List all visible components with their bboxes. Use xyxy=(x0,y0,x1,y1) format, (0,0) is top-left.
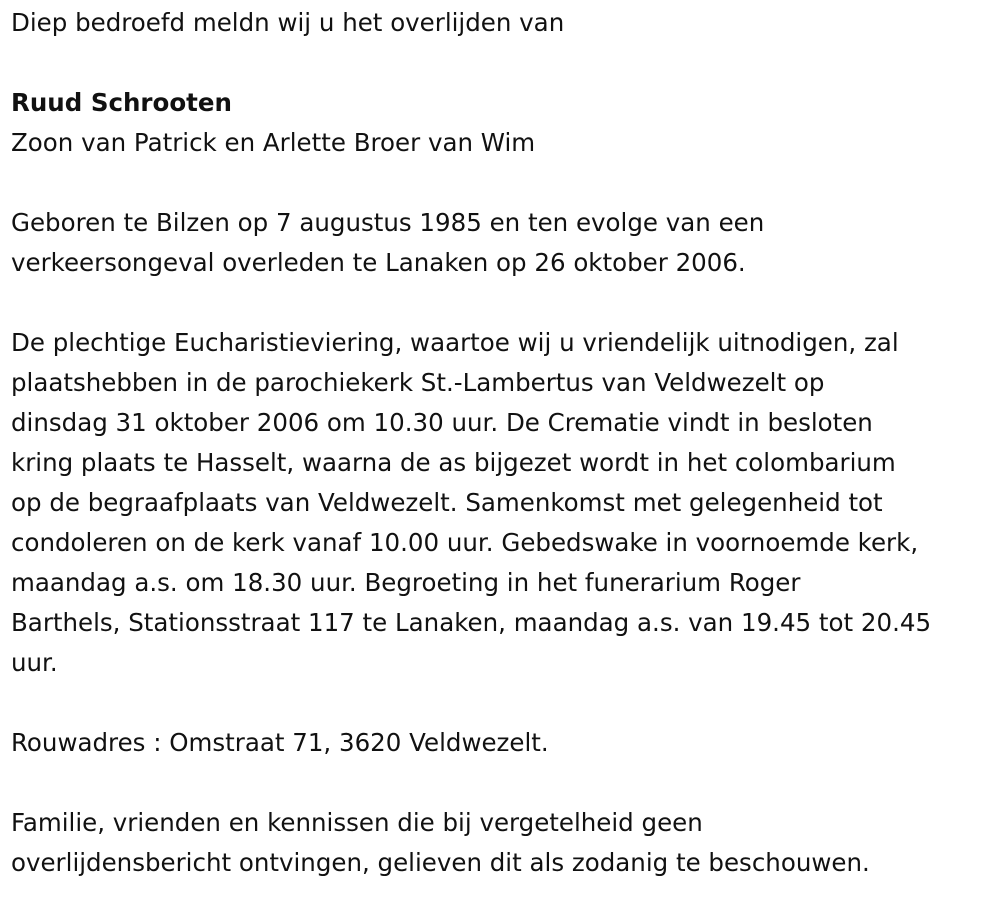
text-line: verkeersongeval overleden te Lanaken op 26 oktober 2006. xyxy=(11,248,746,277)
deceased-name: Ruud Schrooten xyxy=(11,88,232,117)
paragraph-gap xyxy=(11,683,996,723)
obituary-notice xyxy=(11,3,996,883)
text-line: Barthels, Stationsstraat 117 te Lanaken, maandag a.s. van 19.45 tot 20.45 xyxy=(11,608,932,637)
text-line: op de begraafplaats van Veldwezelt. Samenkomst met gelegenheid tot xyxy=(11,488,883,517)
intro-text: Diep bedroefd meldn wij u het overlijden van xyxy=(11,8,565,37)
family-relations: Zoon van Patrick en Arlette Broer van Wim xyxy=(11,128,536,157)
paragraph-gap xyxy=(11,763,996,803)
paragraph-gap xyxy=(11,283,996,323)
text-line: dinsdag 31 oktober 2006 om 10.30 uur. De Crematie vindt in besloten xyxy=(11,408,873,437)
mourning-address: Rouwadres : Omstraat 71, 3620 Veldwezelt. xyxy=(11,728,549,757)
paragraph-gap xyxy=(11,163,996,203)
text-line: maandag a.s. om 18.30 uur. Begroeting in het funerarium Roger xyxy=(11,568,801,597)
text-line: uur. xyxy=(11,648,58,677)
text-line: De plechtige Eucharistieviering, waartoe wij u vriendelijk uitnodigen, zal xyxy=(11,328,899,357)
text-line: plaatshebben in de parochiekerk St.-Lambertus van Veldwezelt op xyxy=(11,368,825,397)
text-line: kring plaats te Hasselt, waarna de as bijgezet wordt in het colombarium xyxy=(11,448,896,477)
birth-death-paragraph xyxy=(11,203,996,283)
text-line: Geboren te Bilzen op 7 augustus 1985 en ten evolge van een xyxy=(11,208,765,237)
paragraph-gap xyxy=(11,43,996,83)
ceremony-paragraph xyxy=(11,323,996,683)
text-line: Familie, vrienden en kennissen die bij vergetelheid geen xyxy=(11,808,703,837)
text-line: condoleren on de kerk vanaf 10.00 uur. Gebedswake in voornoemde kerk, xyxy=(11,528,919,557)
closing-paragraph xyxy=(11,803,996,883)
text-line: overlijdensbericht ontvingen, gelieven dit als zodanig te beschouwen. xyxy=(11,848,870,877)
